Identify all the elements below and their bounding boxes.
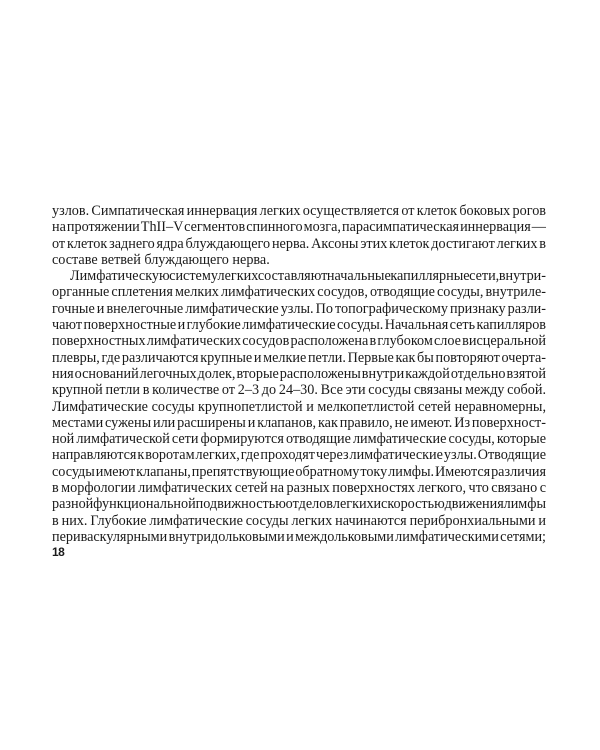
- text-line: периваскулярными внутридольковыми и междольковыми лимфатическими сетями;: [52, 528, 546, 545]
- text-line: чают поверхностные и глубокие лимфатические сосуды. Начальная сеть капилляров: [52, 317, 546, 334]
- text-line: гочные и внелегочные лимфатические узлы. По топографическому признаку разли-: [52, 300, 546, 317]
- text-line: ной лимфатической сети формируются отводящие лимфатические сосуды, которые: [52, 431, 546, 448]
- text-line: разной функциональной подвижностью отделов легких и скоростью движения лимфы: [52, 496, 546, 513]
- text-line: Лимфатические сосуды крупнопетлистой и мелкопетлистой сетей неравномерны,: [52, 398, 546, 415]
- text-line: сосуды имеют клапаны, препятствующие обратному току лимфы. Имеются различия: [52, 463, 546, 480]
- text-line: местами сужены или расширены и клапанов, как правило, не имеют. Из поверхност-: [52, 414, 546, 431]
- text-line: Лимфатическую систему легких составляют начальные капиллярные сети, внутри-: [70, 268, 546, 285]
- text-line: органные сплетения мелких лимфатических сосудов, отводящие сосуды, внутриле-: [52, 284, 546, 301]
- body-text: [52, 203, 546, 545]
- text-line: в них. Глубокие лимфатические сосуды легких начинаются перибронхиальными и: [52, 512, 546, 529]
- paragraph-innervation: [52, 203, 546, 268]
- text-line: составе ветвей блуждающего нерва.: [52, 251, 270, 268]
- text-line: на протяжении ThII–V сегментов спинного мозга, парасимпатическая иннервация —: [52, 219, 546, 236]
- text-line: узлов. Симпатическая иннервация легких осуществляется от клеток боковых рогов: [52, 203, 546, 219]
- page-number: 18: [52, 545, 65, 559]
- text-line: в морфологии лимфатических сетей на разных поверхностях легкого, что связано с: [52, 480, 546, 497]
- text-line: направляются к воротам легких, где проходят через лимфатические узлы. Отводящие: [52, 447, 546, 464]
- text-line: от клеток заднего ядра блуждающего нерва. Аксоны этих клеток достигают легких в: [52, 235, 546, 252]
- text-line: плевры, где различаются крупные и мелкие петли. Первые как бы повторяют очерта-: [52, 349, 546, 366]
- text-line: крупной петли в количестве от 2–3 до 24–30. Все эти сосуды связаны между собой.: [52, 382, 546, 399]
- text-line: поверхностных лимфатических сосудов расположена в глубоком слое висцеральной: [52, 333, 546, 350]
- paragraph-lymphatic-system: [52, 268, 546, 545]
- text-line: ния оснований легочных долек, вторые расположены внутри каждой отдельно взятой: [52, 365, 546, 382]
